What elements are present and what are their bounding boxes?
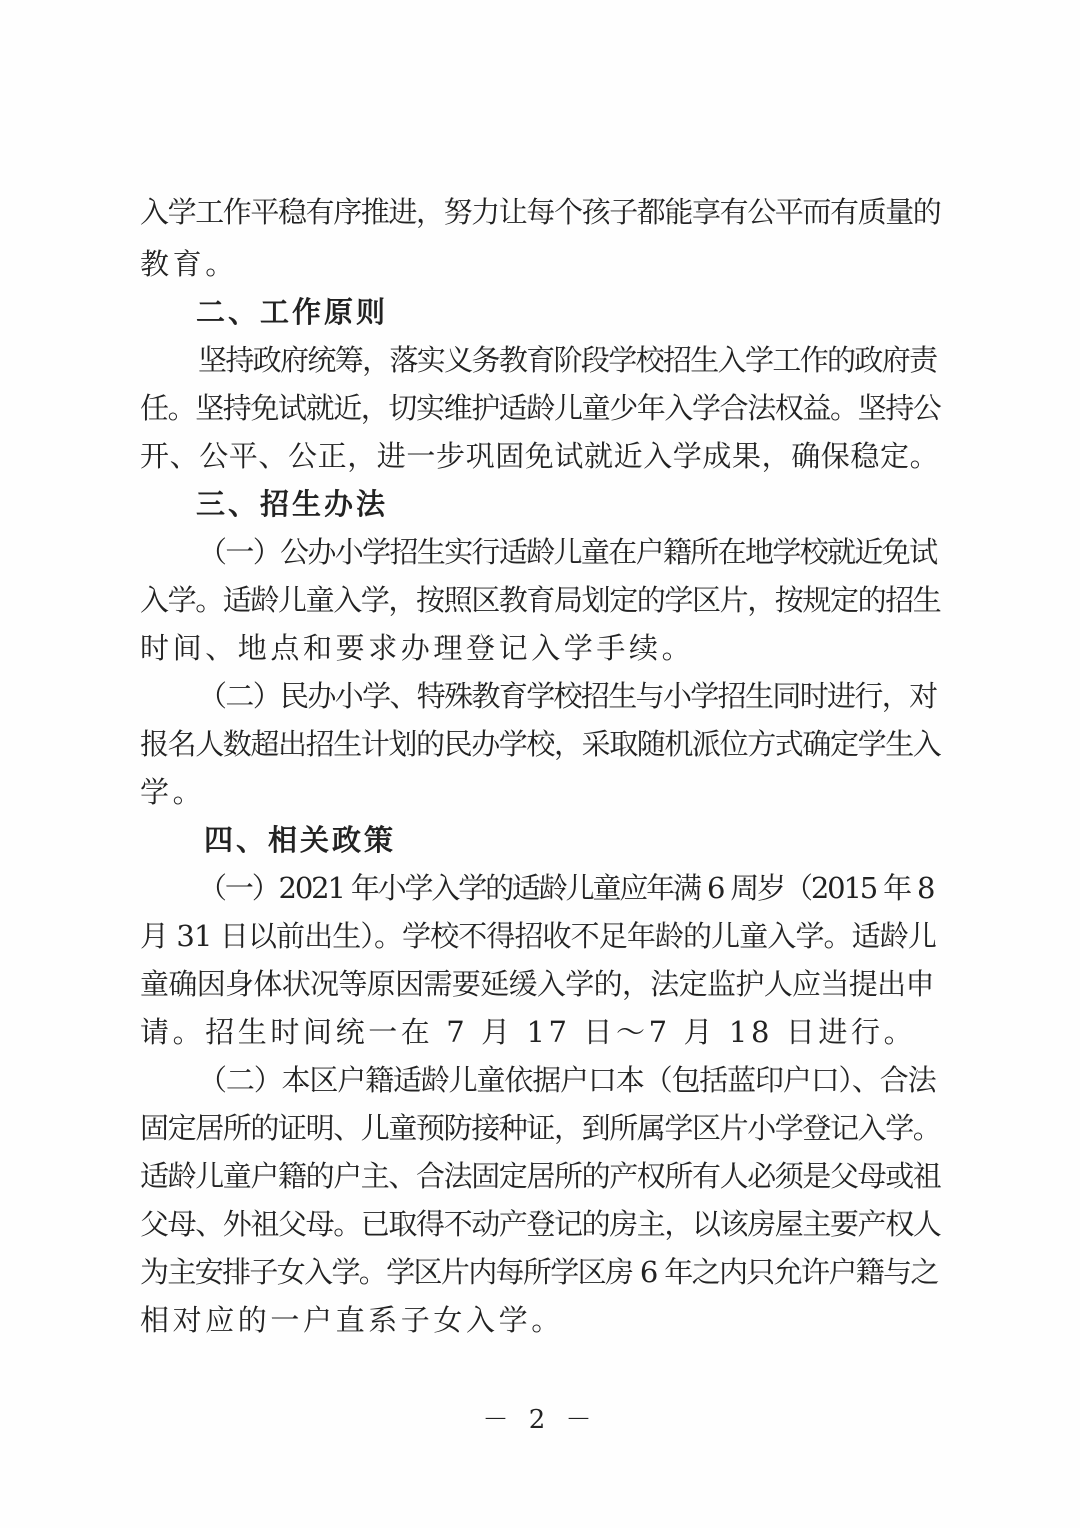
paragraph-line: （二）民办小学、特殊教育学校招生与小学招生同时进行，对 [198,679,937,713]
paragraph-line: 入学工作平稳有序推进，努力让每个孩子都能享有公平而有质量的 [140,195,941,229]
paragraph-line: 入学。适龄儿童入学，按照区教育局划定的学区片，按规定的招生 [140,583,941,617]
paragraph-line: 任。坚持免试就近，切实维护适龄儿童少年入学合法权益。坚持公 [140,391,941,425]
section-heading-principles: 二、工作原则 [196,295,389,329]
paragraph-line: 时间、地点和要求办理登记入学手续。 [140,631,695,665]
paragraph-line: 学。 [140,775,206,809]
paragraph-line: （一）公办小学招生实行适龄儿童在户籍所在地学校就近免试 [198,535,937,569]
paragraph-line: 坚持政府统筹，落实义务教育阶段学校招生入学工作的政府责 [198,343,937,377]
paragraph-line: 月 31 日以前出生）。学校不得招收不足年龄的儿童入学。适龄儿 [140,919,936,953]
section-heading-policies: 四、相关政策 [204,823,397,857]
paragraph-line: 请。招生时间统一在 7 月 17 日～7 月 18 日进行。 [140,1015,917,1049]
paragraph-line: 报名人数超出招生计划的民办学校，采取随机派位方式确定学生入 [140,727,941,761]
paragraph-line: 童确因身体状况等原因需要延缓入学的，法定监护人应当提出申 [140,967,934,1001]
paragraph-line: （二）本区户籍适龄儿童依据户口本（包括蓝印户口）、合法 [198,1063,936,1097]
paragraph-line: 相对应的一户直系子女入学。 [140,1303,564,1337]
paragraph-line: 教育。 [140,247,238,281]
paragraph-line: 为主安排子女入学。学区片内每所学区房 6 年之内只允许户籍与之 [140,1255,938,1289]
paragraph-line: 开、公平、公正，进一步巩固免试就近入学成果，确保稳定。 [140,439,940,473]
page-number: － 2 － [482,1405,598,1435]
section-heading-enrollment-methods: 三、招生办法 [196,487,389,521]
paragraph-line: 固定居所的证明、儿童预防接种证，到所属学区片小学登记入学。 [140,1111,941,1145]
paragraph-line: 父母、外祖父母。已取得不动产登记的房主，以该房屋主要产权人 [140,1207,941,1241]
paragraph-line: （一）2021 年小学入学的适龄儿童应年满 6 周岁（2015 年 8 [198,871,934,905]
paragraph-line: 适龄儿童户籍的户主、合法固定居所的产权所有人必须是父母或祖 [140,1159,941,1193]
